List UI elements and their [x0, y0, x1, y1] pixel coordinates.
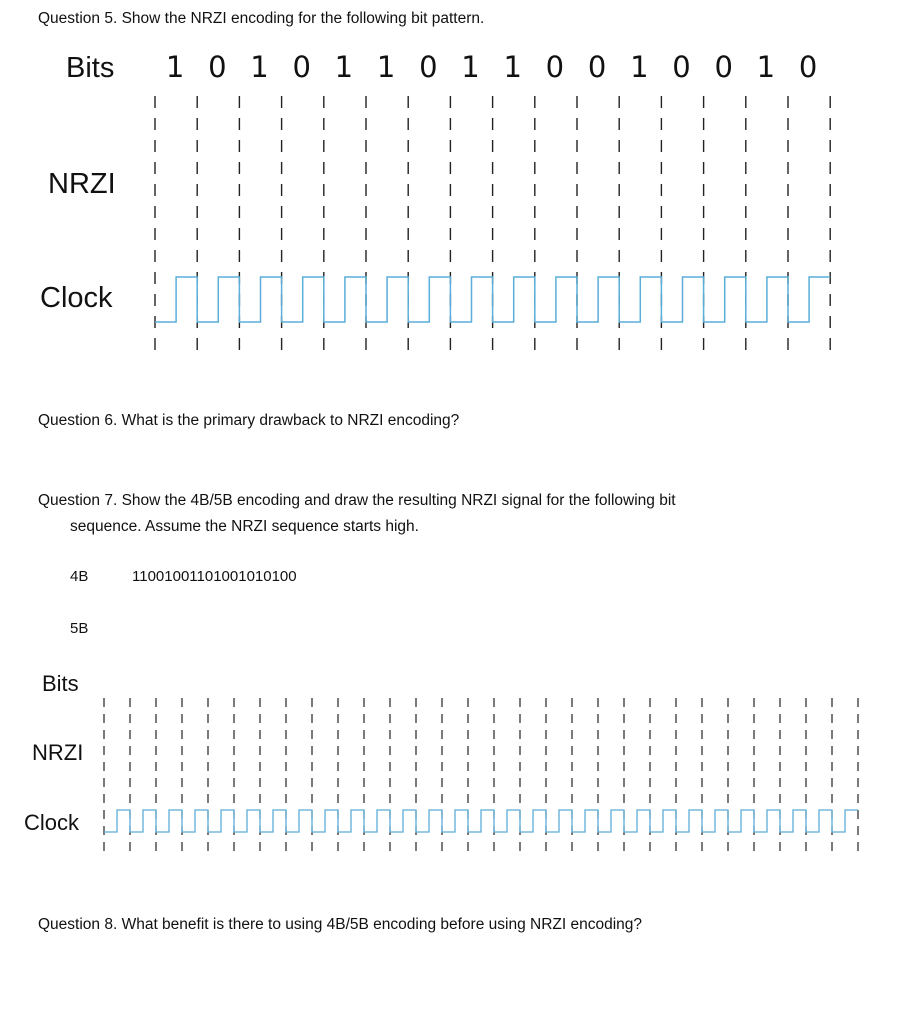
q5-bit: 0	[587, 50, 607, 84]
q7-5b-label: 5B	[70, 620, 89, 637]
q7-clock-waveform	[104, 810, 858, 832]
q7-bits-label: Bits	[42, 671, 79, 696]
question-7-text-line2: sequence. Assume the NRZI sequence starts high.	[70, 518, 419, 535]
q5-bit: 1	[630, 50, 649, 84]
q5-bit: 1	[503, 50, 522, 84]
q7-clock-label: Clock	[24, 810, 80, 835]
q5-clock-label: Clock	[40, 282, 113, 314]
q5-bit: 0	[419, 50, 438, 84]
q5-bit: 0	[672, 50, 691, 84]
question-5-text: Question 5. Show the NRZI encoding for the following bit pattern.	[38, 10, 485, 27]
q5-bit: 0	[545, 50, 565, 84]
question-6-text: Question 6. What is the primary drawback to NRZI encoding?	[38, 412, 460, 429]
q7-4b-label: 4B	[70, 568, 89, 585]
q5-nrzi-label: NRZI	[48, 168, 116, 200]
q5-bit: 0	[292, 50, 311, 84]
q5-bit: 1	[165, 50, 185, 84]
q5-bit: 1	[250, 50, 269, 84]
question-7-text-line1: Question 7. Show the 4B/5B encoding and draw the resulting NRZI signal for the following bit	[38, 492, 676, 509]
question-8-text: Question 8. What benefit is there to using 4B/5B encoding before using NRZI encoding?	[38, 916, 643, 933]
q5-bit: 1	[756, 50, 776, 84]
q5-bit: 0	[798, 50, 818, 84]
q7-nrzi-label: NRZI	[32, 740, 84, 765]
q5-bit: 1	[461, 50, 480, 84]
q5-bit: 1	[376, 50, 396, 84]
q5-bit: 0	[208, 50, 227, 84]
q7-4b-value: 11001001101001010100	[132, 568, 297, 585]
q5-bits-label: Bits	[66, 52, 115, 84]
q5-bit: 1	[334, 50, 354, 84]
q5-bit: 0	[714, 50, 733, 84]
